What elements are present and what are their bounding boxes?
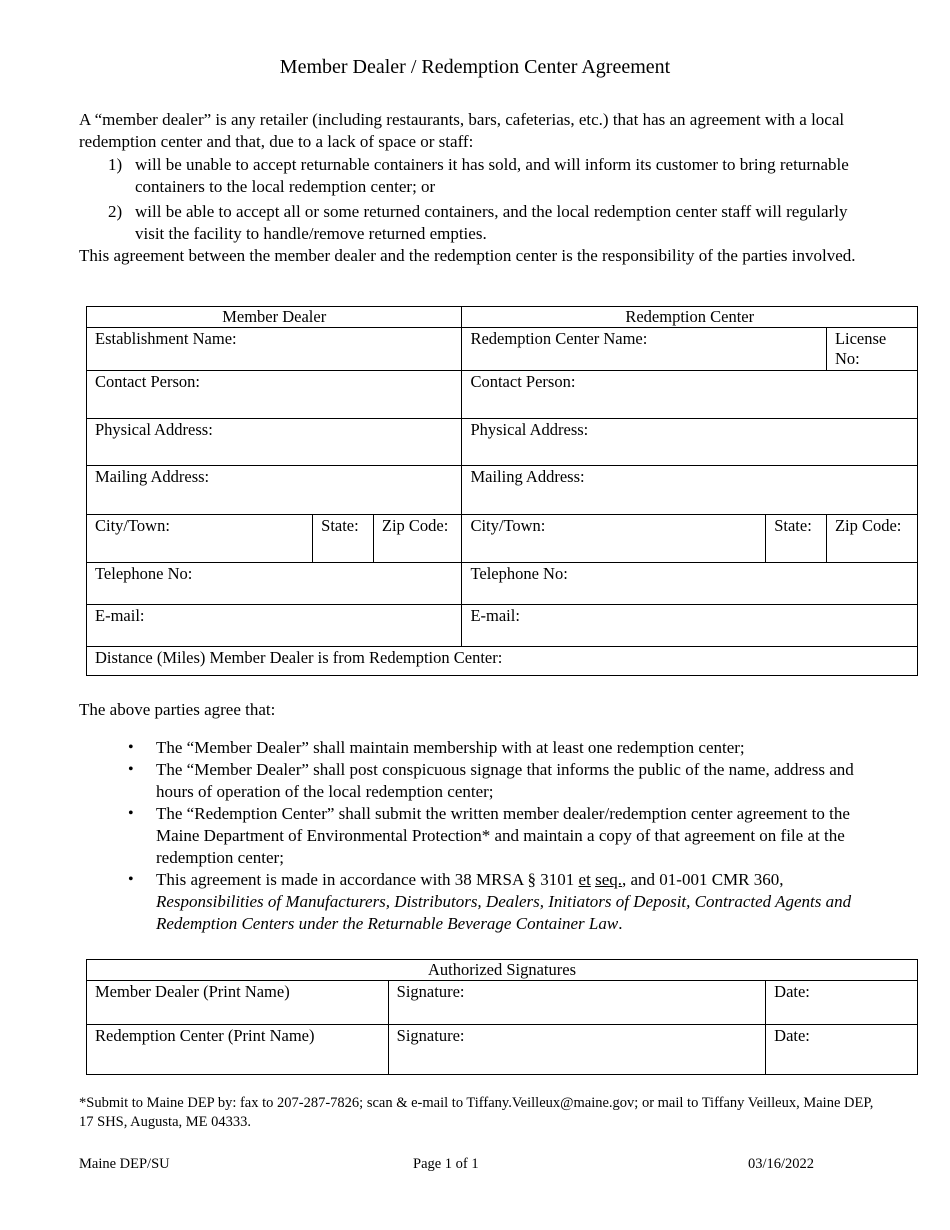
bullet-icon: • [128, 805, 134, 822]
footer-date: 03/16/2022 [748, 1156, 815, 1172]
list-item [128, 803, 868, 869]
dealer-zip-field[interactable]: Zip Code: [373, 515, 462, 563]
center-city-field[interactable]: City/Town: [462, 515, 766, 563]
numbered-item [108, 201, 868, 245]
center-print-name-field[interactable]: Redemption Center (Print Name) [87, 1025, 389, 1075]
dealer-city-field[interactable]: City/Town: [87, 515, 313, 563]
member-print-name-field[interactable]: Member Dealer (Print Name) [87, 981, 389, 1025]
list-item [128, 869, 868, 935]
distance-field[interactable]: Distance (Miles) Member Dealer is from Redemption Center: [87, 647, 918, 676]
center-mailing-address-field[interactable]: Mailing Address: [462, 466, 918, 515]
party-info-table [86, 306, 918, 676]
member-date-field[interactable]: Date: [766, 981, 918, 1025]
dealer-telephone-field[interactable]: Telephone No: [87, 563, 462, 605]
page-title: Member Dealer / Redemption Center Agreement [279, 56, 671, 78]
signatures-header: Authorized Signatures [87, 960, 918, 981]
et-text: et [578, 870, 591, 889]
establishment-name-field[interactable]: Establishment Name: [87, 328, 462, 371]
center-signature-field[interactable]: Signature: [388, 1025, 766, 1075]
footnote: *Submit to Maine DEP by: fax to 207-287-7826; scan & e-mail to Tiffany.Veilleux@maine.gov; or mail to Tiffany Veilleux, Maine DEP, 17 SHS, Augusta, ME 04333. [79, 1095, 874, 1130]
period-text: . [618, 914, 623, 933]
item-text: will be unable to accept returnable containers it has sold, and will inform its customer to bring returnable containers to the local redemption center; or [135, 155, 849, 196]
member-dealer-header: Member Dealer [87, 307, 462, 328]
signature-table [86, 959, 918, 1075]
numbered-list [108, 154, 868, 248]
closing-paragraph: This agreement between the member dealer and the redemption center is the responsibility of the parties involved. [79, 246, 856, 265]
redemption-center-header: Redemption Center [462, 307, 918, 328]
center-contact-field[interactable]: Contact Person: [462, 371, 918, 419]
list-item [128, 759, 868, 803]
bullet-text: The “Member Dealer” shall post conspicuous signage that informs the public of the name, address and hours of operation of the local redemption center; [156, 760, 854, 801]
dealer-state-field[interactable]: State: [313, 515, 374, 563]
agreement-bullets [128, 737, 868, 935]
center-date-field[interactable]: Date: [766, 1025, 918, 1075]
list-item [128, 737, 868, 759]
footer-page-number: Page 1 of 1 [413, 1156, 479, 1172]
numbered-item [108, 154, 868, 198]
rule-text: , and 01-001 CMR 360, [622, 870, 784, 889]
center-telephone-field[interactable]: Telephone No: [462, 563, 918, 605]
dealer-physical-address-field[interactable]: Physical Address: [87, 419, 462, 466]
center-email-field[interactable]: E-mail: [462, 605, 918, 647]
member-signature-field[interactable]: Signature: [388, 981, 766, 1025]
bullet-text [156, 869, 868, 935]
license-no-field[interactable]: License No: [826, 328, 917, 371]
item-number: 2) [108, 202, 123, 221]
dealer-email-field[interactable]: E-mail: [87, 605, 462, 647]
center-physical-address-field[interactable]: Physical Address: [462, 419, 918, 466]
footer-left: Maine DEP/SU [79, 1156, 170, 1172]
seq-text: seq. [595, 870, 622, 889]
item-number: 1) [108, 155, 123, 174]
center-state-field[interactable]: State: [766, 515, 827, 563]
citation-text: This agreement is made in accordance with 38 MRSA § 3101 [156, 870, 579, 889]
bullet-text: The “Member Dealer” shall maintain membership with at least one redemption center; [156, 738, 745, 757]
agree-intro: The above parties agree that: [79, 700, 276, 719]
center-name-field[interactable]: Redemption Center Name: [462, 328, 826, 371]
rule-title: Responsibilities of Manufacturers, Distributors, Dealers, Initiators of Deposit, Contracted Agents and Redemption Centers under the Returnable Beverage Container Law [156, 892, 852, 933]
center-zip-field[interactable]: Zip Code: [826, 515, 917, 563]
dealer-contact-field[interactable]: Contact Person: [87, 371, 462, 419]
intro-paragraph: A “member dealer” is any retailer (including restaurants, bars, cafeterias, etc.) that has an agreement with a local redemption center and that, due to a lack of space or staff: [79, 110, 845, 151]
item-text: will be able to accept all or some returned containers, and the local redemption center staff will regularly visit the facility to handle/remove returned empties. [135, 202, 848, 243]
dealer-mailing-address-field[interactable]: Mailing Address: [87, 466, 462, 515]
bullet-icon: • [128, 761, 134, 778]
bullet-icon: • [128, 871, 134, 888]
bullet-text: The “Redemption Center” shall submit the written member dealer/redemption center agreement to the Maine Department of Environmental Protection* and maintain a copy of that agreement on file at the redemption center; [156, 804, 850, 867]
bullet-icon: • [128, 739, 134, 756]
